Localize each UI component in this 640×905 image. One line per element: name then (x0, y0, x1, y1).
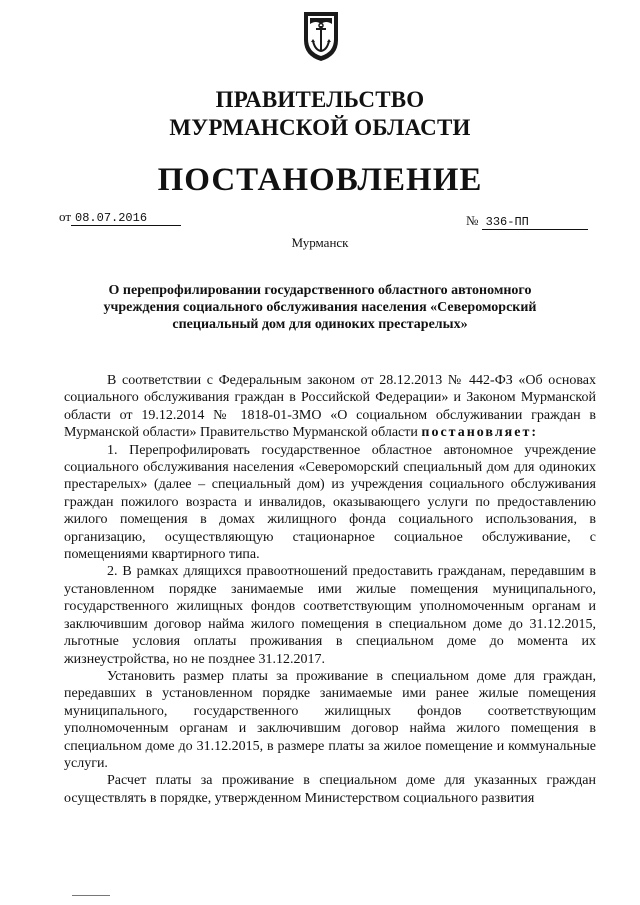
date-value: 08.07.2016 (71, 212, 181, 226)
preamble-text: В соответствии с Федеральным законом от 28.12.2013 № 442-ФЗ «Об основах социального обслуживания граждан в Российской Федерации» и Законом Мурманской области от 19.12.2014 № 1818-01-ЗМО «О социальном обслуживании граждан в Мурманской области» Правительство Мурманской области (64, 373, 596, 441)
organization-line-1: ПРАВИТЕЛЬСТВО (215, 87, 425, 112)
organization-line-2: МУРМАНСКОЙ ОБЛАСТИ (169, 115, 471, 140)
date-prefix: от (59, 209, 72, 224)
document-type-title: ПОСТАНОВЛЕНИЕ (157, 162, 483, 198)
paragraph-item-2-cont: Установить размер платы за проживание в специальном доме для граждан, передавших в установленном порядке занимаемые ими ранее жилые помещения муниципального, государственного жилищных фондов соответствующим уполномоченным органам и заключившим договор найма жилого помещения в специальном доме до 31.12.2015, в размере платы за жилое помещение и коммунальные услуги. (64, 668, 596, 771)
heading-line-1: О перепрофилировании государственного областного автономного (108, 283, 532, 298)
document-heading (92, 282, 548, 333)
heading-line-2: учреждения социального обслуживания населения «Североморский (103, 300, 537, 315)
document-body (64, 372, 596, 807)
heading-line-3: специальный дом для одиноких престарелых» (172, 317, 468, 332)
date-field (59, 209, 181, 226)
number-field (466, 213, 588, 230)
paragraph-item-1: 1. Перепрофилировать государственное областное автономное учреждение социального обслуживания населения «Североморский специальный дом для одиноких престарелых» (далее – специальный дом) из учреждения социального обслуживания граждан пожилого возраста и инвалидов, оказывающего услуги по предоставлению жилого помещения в домах жилищного фонда социального использования, в организацию, осуществляющую стационарное социальное обслуживание, с помещениями квартирного типа. (64, 442, 596, 563)
footer-divider (72, 895, 110, 896)
coat-of-arms-icon (302, 10, 340, 62)
number-prefix: № (466, 213, 479, 228)
paragraph-item-2-cont-2: Расчет платы за проживание в специальном доме для указанных граждан осуществлять в порядке, утвержденном Министерством социального развития (64, 773, 596, 806)
number-value: 336-ПП (482, 216, 588, 230)
city-name: Мурманск (291, 235, 349, 250)
decree-keyword: постановляет: (421, 425, 538, 441)
paragraph-item-2: 2. В рамках длящихся правоотношений предоставить гражданам, передавшим в установленном порядке занимаемые ими жилые помещения муниципального, государственного жилищных фондов соответствующим уполномоченным органам и заключившим договор найма жилого помещения в специальном доме до 31.12.2015, льготные условия оплаты проживания в специальном доме до момента их жизнеустройства, но не позднее 31.12.2017. (64, 564, 596, 667)
paragraph-preamble (64, 372, 596, 442)
